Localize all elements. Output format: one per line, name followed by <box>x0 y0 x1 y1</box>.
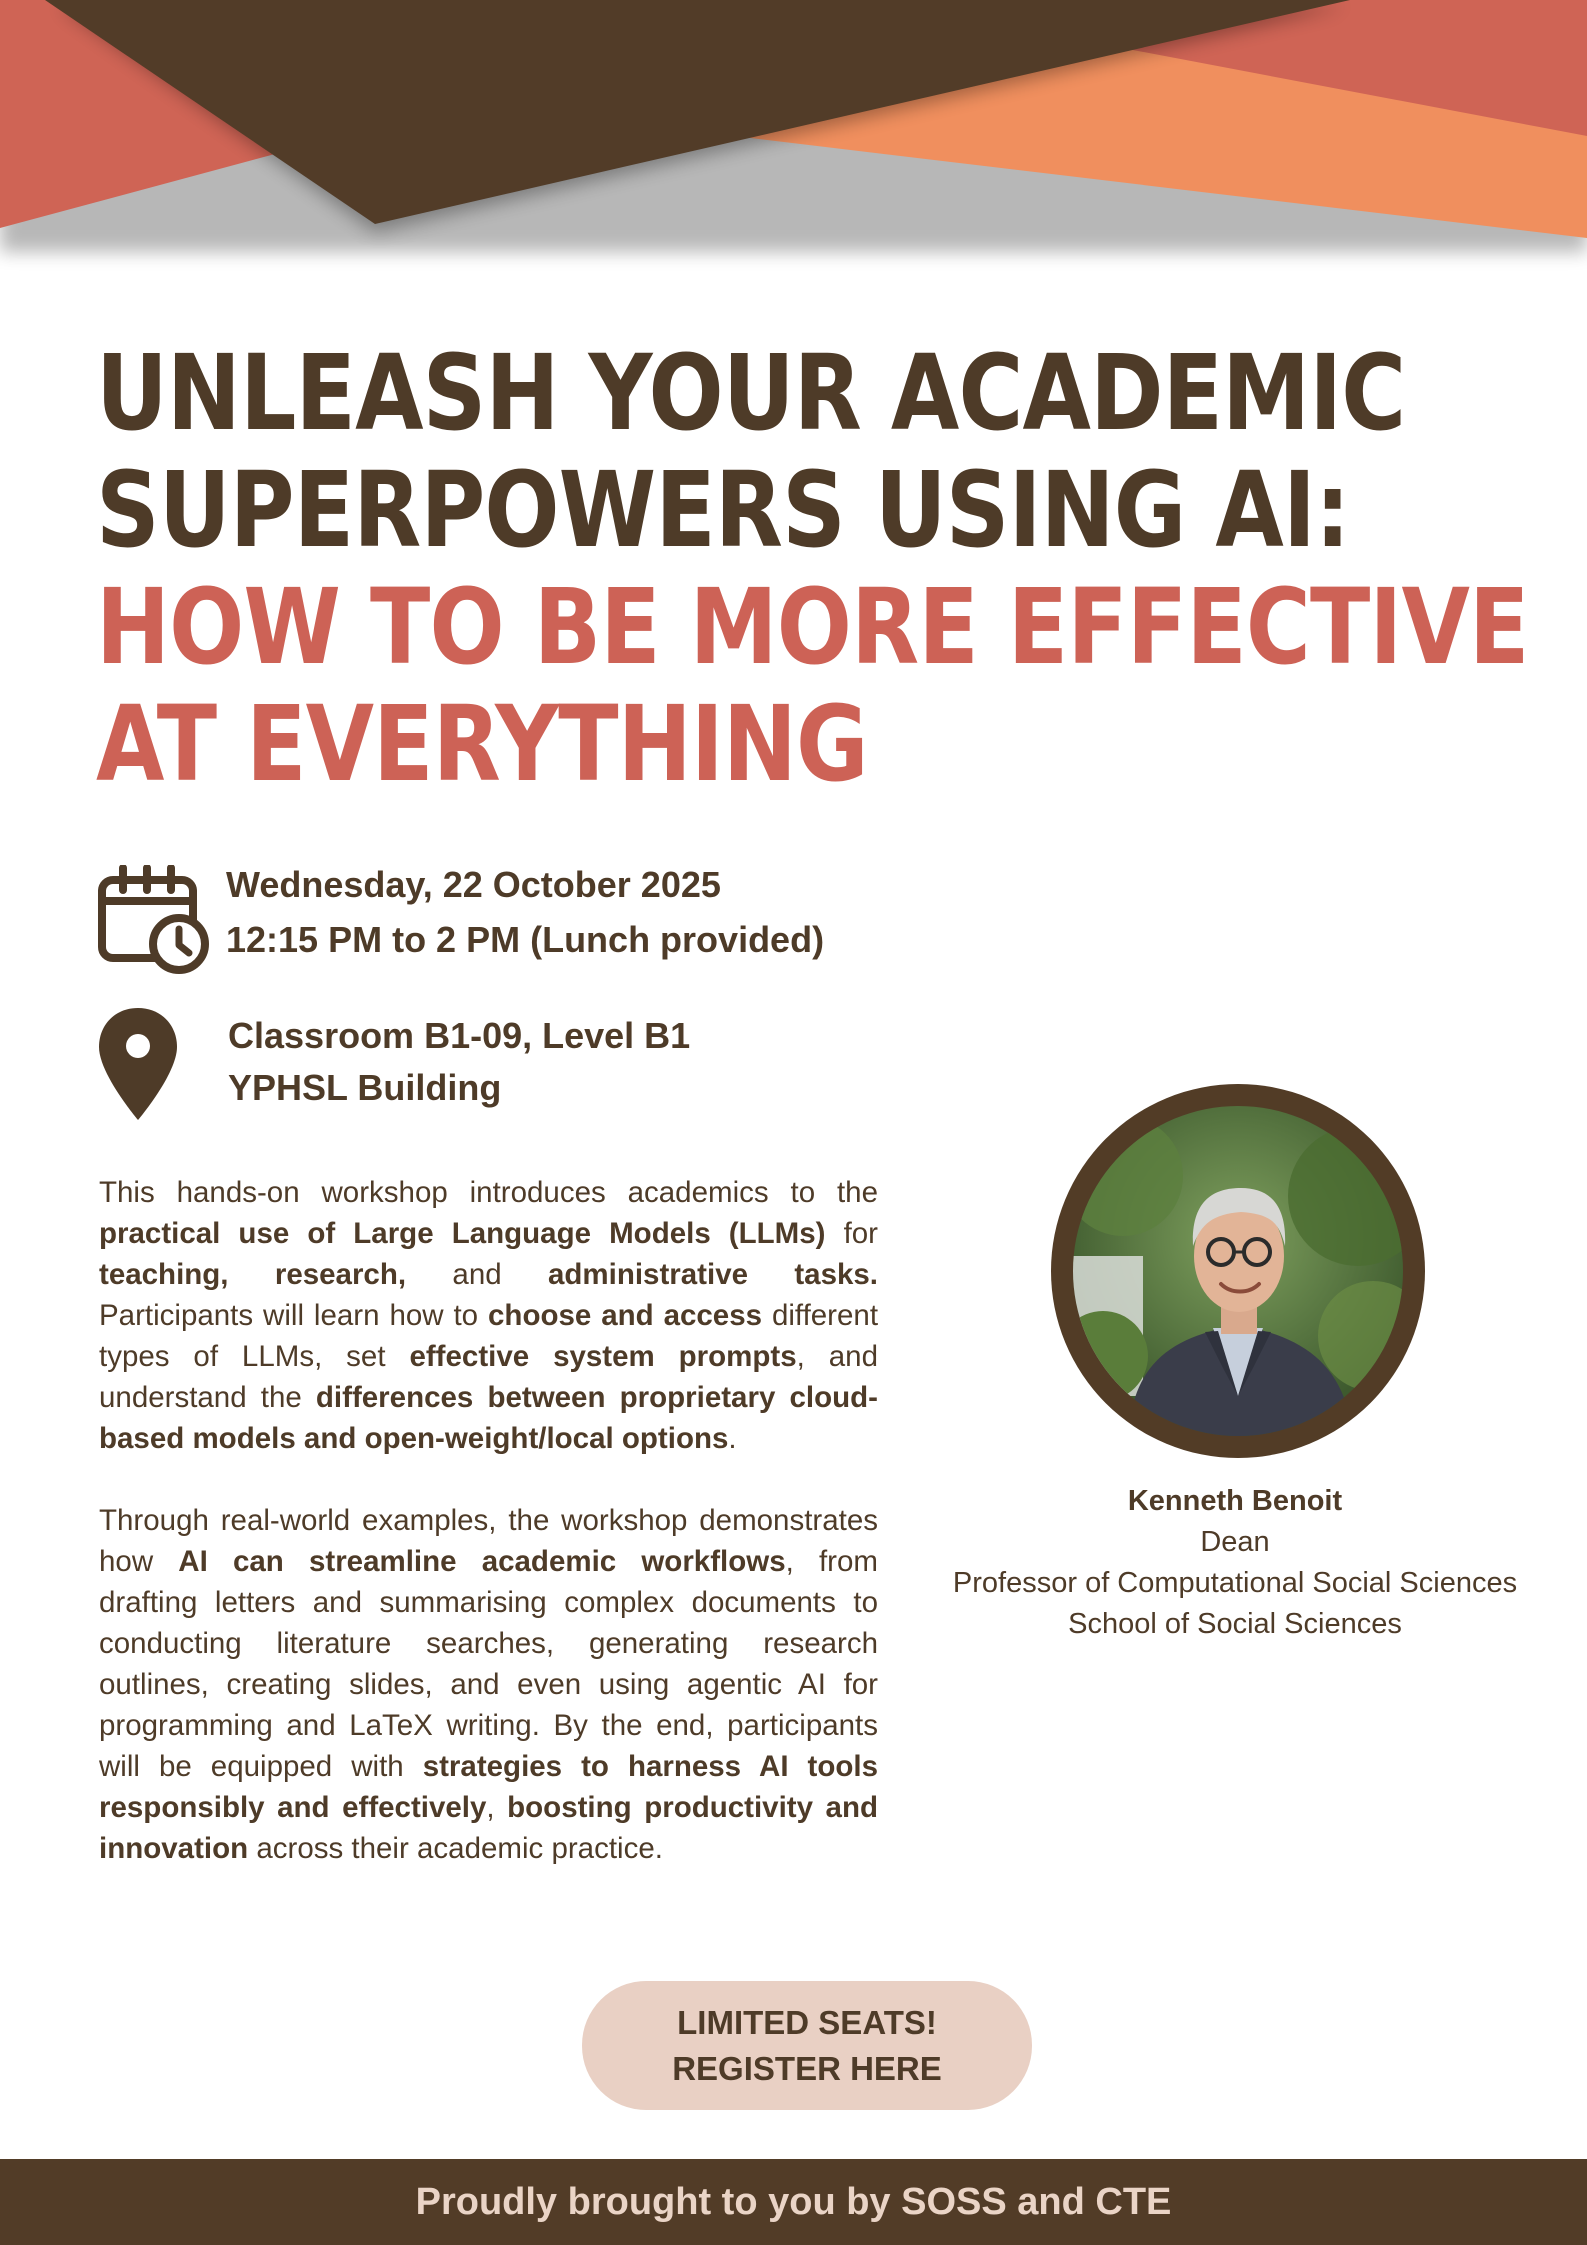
header-banner <box>0 0 1587 300</box>
location-pin-icon <box>97 1006 179 1122</box>
title-line-2: SUPERPOWERS USING AI: <box>96 449 1350 571</box>
register-button-line-2: REGISTER HERE <box>672 2049 942 2087</box>
calendar-clock-icon <box>97 865 210 974</box>
page-title <box>96 332 1529 805</box>
subtitle-line-1: HOW TO BE MORE EFFECTIVE <box>96 566 1529 688</box>
speaker-role: Dean <box>1200 1526 1270 1558</box>
workshop-description <box>99 1172 878 1869</box>
description-paragraph-1: This hands-on workshop introduces academics to the practical use of Large Language Models (LLMs) for teaching, research, and administrative tasks. Participants will learn how to choose and access different types of LLMs, set effective system prompts, and understand the differences between proprietary cloud-based models and open-weight/local options. <box>99 1176 879 1455</box>
speaker-school: School of Social Sciences <box>1068 1608 1402 1640</box>
subtitle-line-2: AT EVERYTHING <box>96 683 868 805</box>
description-paragraph-2: Through real-world examples, the workshop demonstrates how AI can streamline academic workflows, from drafting letters and summarising complex documents to conducting literature searches, generating research outlines, creating slides, and even using agentic AI for programming and LaTeX writing. By the end, participants will be equipped with strategies to harness AI tools responsibly and effectively, boosting productivity and innovation across their academic practice. <box>99 1504 878 1865</box>
event-time: 12:15 PM to 2 PM (Lunch provided) <box>226 919 825 960</box>
register-button[interactable] <box>582 1981 1032 2110</box>
speaker-name: Kenneth Benoit <box>1127 1485 1343 1517</box>
event-date: Wednesday, 22 October 2025 <box>226 864 721 905</box>
speaker-details <box>860 1481 1587 1645</box>
speaker-photo <box>1051 1084 1425 1458</box>
speaker-title: Professor of Computational Social Sciences <box>952 1567 1518 1599</box>
register-button-line-1: LIMITED SEATS! <box>677 2003 937 2041</box>
footer-bar <box>0 2159 1587 2245</box>
event-datetime <box>226 857 824 967</box>
venue-room: Classroom B1-09, Level B1 <box>228 1015 691 1056</box>
event-venue <box>228 1010 690 1114</box>
footer-credit: Proudly brought to you by SOSS and CTE <box>415 2180 1172 2223</box>
title-line-1: UNLEASH YOUR ACADEMIC <box>96 332 1406 454</box>
speaker-portrait-image <box>1073 1106 1403 1436</box>
venue-building: YPHSL Building <box>228 1067 502 1108</box>
